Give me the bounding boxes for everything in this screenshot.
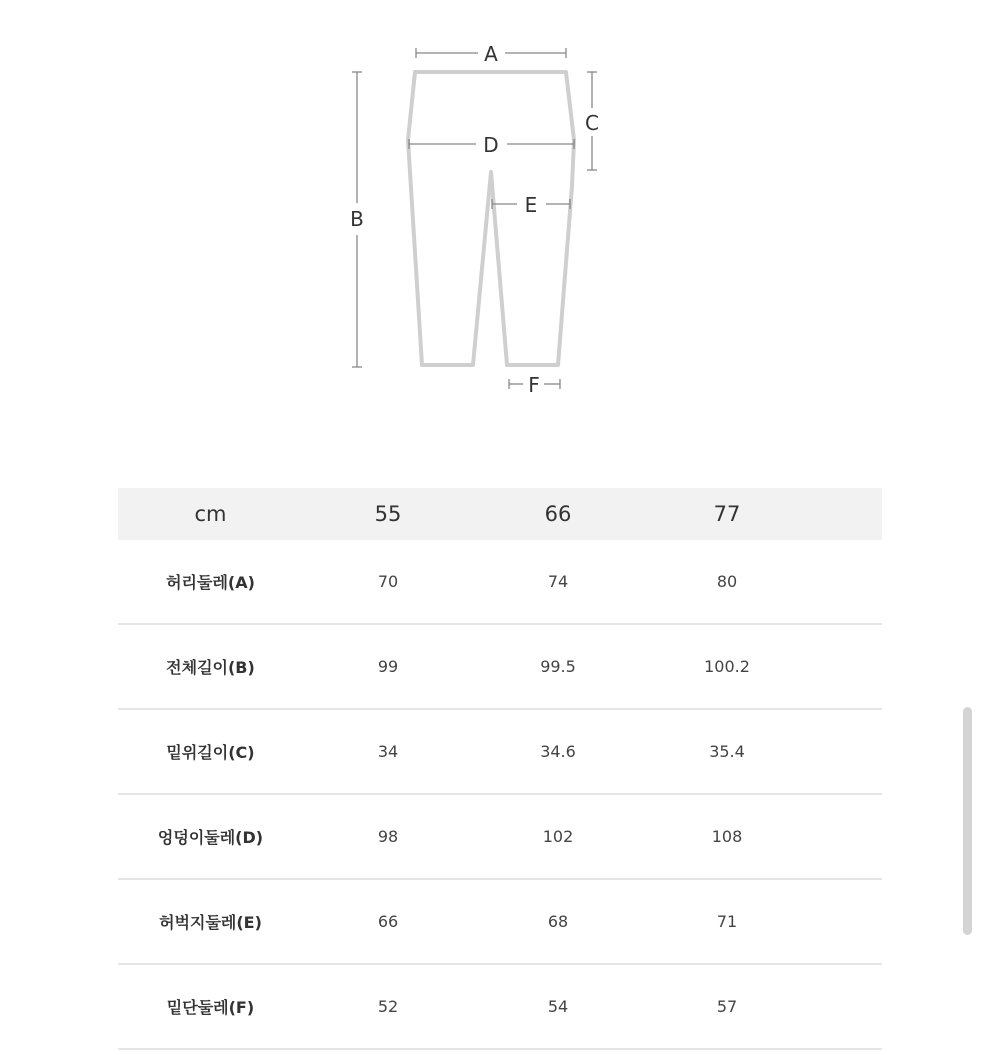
header-spacer	[811, 488, 882, 540]
table-cell: 99	[303, 624, 473, 709]
size-chart-table	[118, 488, 882, 1050]
size-header-66: 66	[544, 502, 572, 526]
measure-label-c: C	[585, 111, 599, 135]
cell-spacer	[811, 709, 882, 794]
size-table-header-row	[118, 488, 882, 540]
measure-label-f: F	[528, 373, 540, 397]
size-header-77: 77	[713, 502, 741, 526]
table-cell: 80	[716, 572, 738, 591]
table-cell: 35.4	[643, 709, 811, 794]
table-row	[118, 964, 882, 1049]
table-cell: 66	[303, 879, 473, 964]
table-row	[118, 624, 882, 709]
cell-spacer	[811, 540, 882, 624]
measure-label-a: A	[484, 42, 498, 66]
table-cell: 74	[547, 572, 569, 591]
cell-spacer	[811, 964, 882, 1049]
table-cell: 99.5	[473, 624, 643, 709]
table-cell: 70	[377, 572, 399, 591]
table-cell: 100.2	[643, 624, 811, 709]
size-header-55: 55	[374, 502, 402, 526]
measure-label-b: B	[350, 207, 364, 231]
table-cell: 71	[643, 879, 811, 964]
row-label: 허리둘레(A)	[166, 573, 255, 592]
table-cell: 102	[473, 794, 643, 879]
cell-spacer	[811, 794, 882, 879]
table-row	[118, 794, 882, 879]
table-cell: 108	[643, 794, 811, 879]
table-cell: 34	[303, 709, 473, 794]
row-label: 밑위길이(C)	[118, 709, 303, 794]
measure-label-e: E	[524, 193, 538, 217]
row-label: 허벅지둘레(E)	[118, 879, 303, 964]
pants-outline	[408, 72, 574, 365]
cell-spacer	[811, 879, 882, 964]
table-cell: 57	[643, 964, 811, 1049]
table-cell: 52	[303, 964, 473, 1049]
table-row	[118, 879, 882, 964]
row-label: 전체길이(B)	[118, 624, 303, 709]
unit-header: cm	[194, 502, 227, 526]
table-row	[118, 709, 882, 794]
table-row	[118, 540, 882, 624]
table-cell: 34.6	[473, 709, 643, 794]
measure-label-d: D	[483, 133, 499, 157]
row-label: 엉덩이둘레(D)	[118, 794, 303, 879]
table-cell: 98	[303, 794, 473, 879]
cell-spacer	[811, 624, 882, 709]
scrollbar-thumb[interactable]	[963, 707, 972, 935]
pants-measurement-diagram	[0, 0, 1000, 420]
table-cell: 68	[473, 879, 643, 964]
table-cell: 54	[473, 964, 643, 1049]
row-label: 밑단둘레(F)	[118, 964, 303, 1049]
